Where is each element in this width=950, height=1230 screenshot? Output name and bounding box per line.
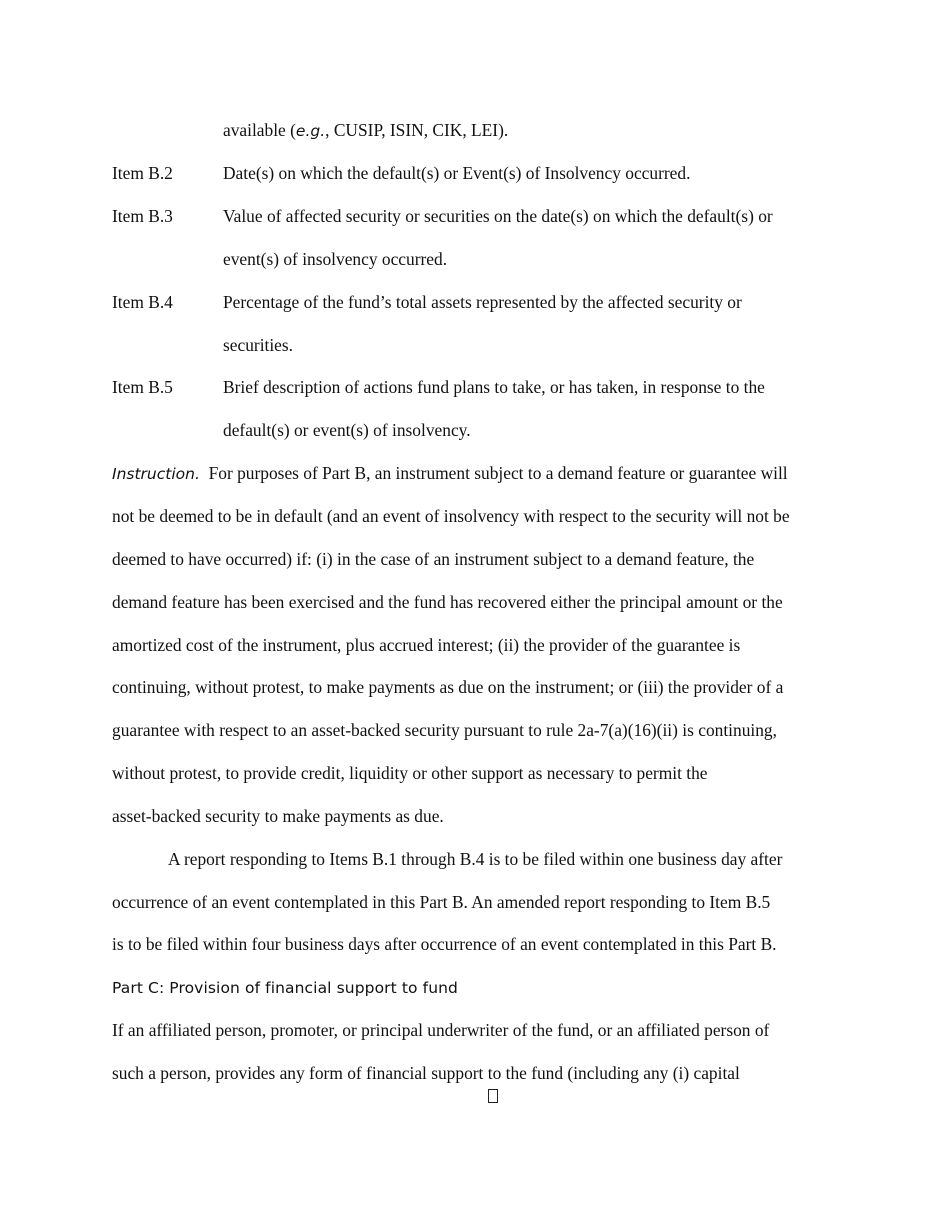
instruction-line-1 (112, 463, 788, 484)
item-b5-label: Item B.5 (112, 377, 173, 397)
part-c-line-2: such a person, provides any form of financial support to the fund (including any (i) capital (112, 1063, 740, 1083)
item-b4-text-line-1: Percentage of the fund’s total assets represented by the affected security or (223, 292, 742, 312)
item-b5-text-line-1: Brief description of actions fund plans to take, or has taken, in response to the (223, 377, 765, 397)
instruction-line-7: guarantee with respect to an asset-backed security pursuant to rule 2a-7(a)(16)(ii) is continuing, (112, 720, 777, 740)
part-c-line-1: If an affiliated person, promoter, or principal underwriter of the fund, or an affiliated person of (112, 1020, 770, 1040)
instruction-line-6: continuing, without protest, to make payments as due on the instrument; or (iii) the provider of a (112, 677, 784, 697)
continuation-suffix: , CUSIP, ISIN, CIK, LEI). (325, 120, 509, 140)
instruction-line-8: without protest, to provide credit, liquidity or other support as necessary to permit the (112, 763, 708, 783)
item-b3-text-line-1: Value of affected security or securities on the date(s) on which the default(s) or (223, 206, 773, 226)
item-b2-label: Item B.2 (112, 163, 173, 183)
instruction-label: Instruction. (112, 465, 200, 483)
instruction-text-1: For purposes of Part B, an instrument subject to a demand feature or guarantee will (208, 463, 788, 483)
item-b2-text: Date(s) on which the default(s) or Event(s) of Insolvency occurred. (223, 163, 691, 183)
report-line-3: is to be filed within four business days after occurrence of an event contemplated in this Part B. (112, 934, 777, 954)
instruction-line-3: deemed to have occurred) if: (i) in the case of an instrument subject to a demand feature, the (112, 549, 755, 569)
report-line-2: occurrence of an event contemplated in this Part B. An amended report responding to Item B.5 (112, 892, 771, 912)
eg-abbreviation: e.g. (295, 122, 326, 140)
instruction-line-5: amortized cost of the instrument, plus accrued interest; (ii) the provider of the guarantee is (112, 635, 741, 655)
continuation-prefix: available ( (223, 120, 296, 140)
instruction-line-9: asset-backed security to make payments as due. (112, 806, 444, 826)
part-c-heading: Part C: Provision of financial support to fund (112, 979, 458, 997)
page-number-marker (488, 1089, 498, 1103)
item-b5-text-line-2: default(s) or event(s) of insolvency. (223, 420, 471, 440)
report-line-1: A report responding to Items B.1 through B.4 is to be filed within one business day after (168, 849, 783, 869)
item-b4-label: Item B.4 (112, 292, 173, 312)
instruction-line-2: not be deemed to be in default (and an event of insolvency with respect to the security will not be (112, 506, 790, 526)
instruction-line-4: demand feature has been exercised and the fund has recovered either the principal amount or the (112, 592, 783, 612)
item-b3-label: Item B.3 (112, 206, 173, 226)
item-b3-text-line-2: event(s) of insolvency occurred. (223, 249, 448, 269)
item-b4-text-line-2: securities. (223, 335, 294, 355)
item-b1-continuation (223, 120, 508, 141)
